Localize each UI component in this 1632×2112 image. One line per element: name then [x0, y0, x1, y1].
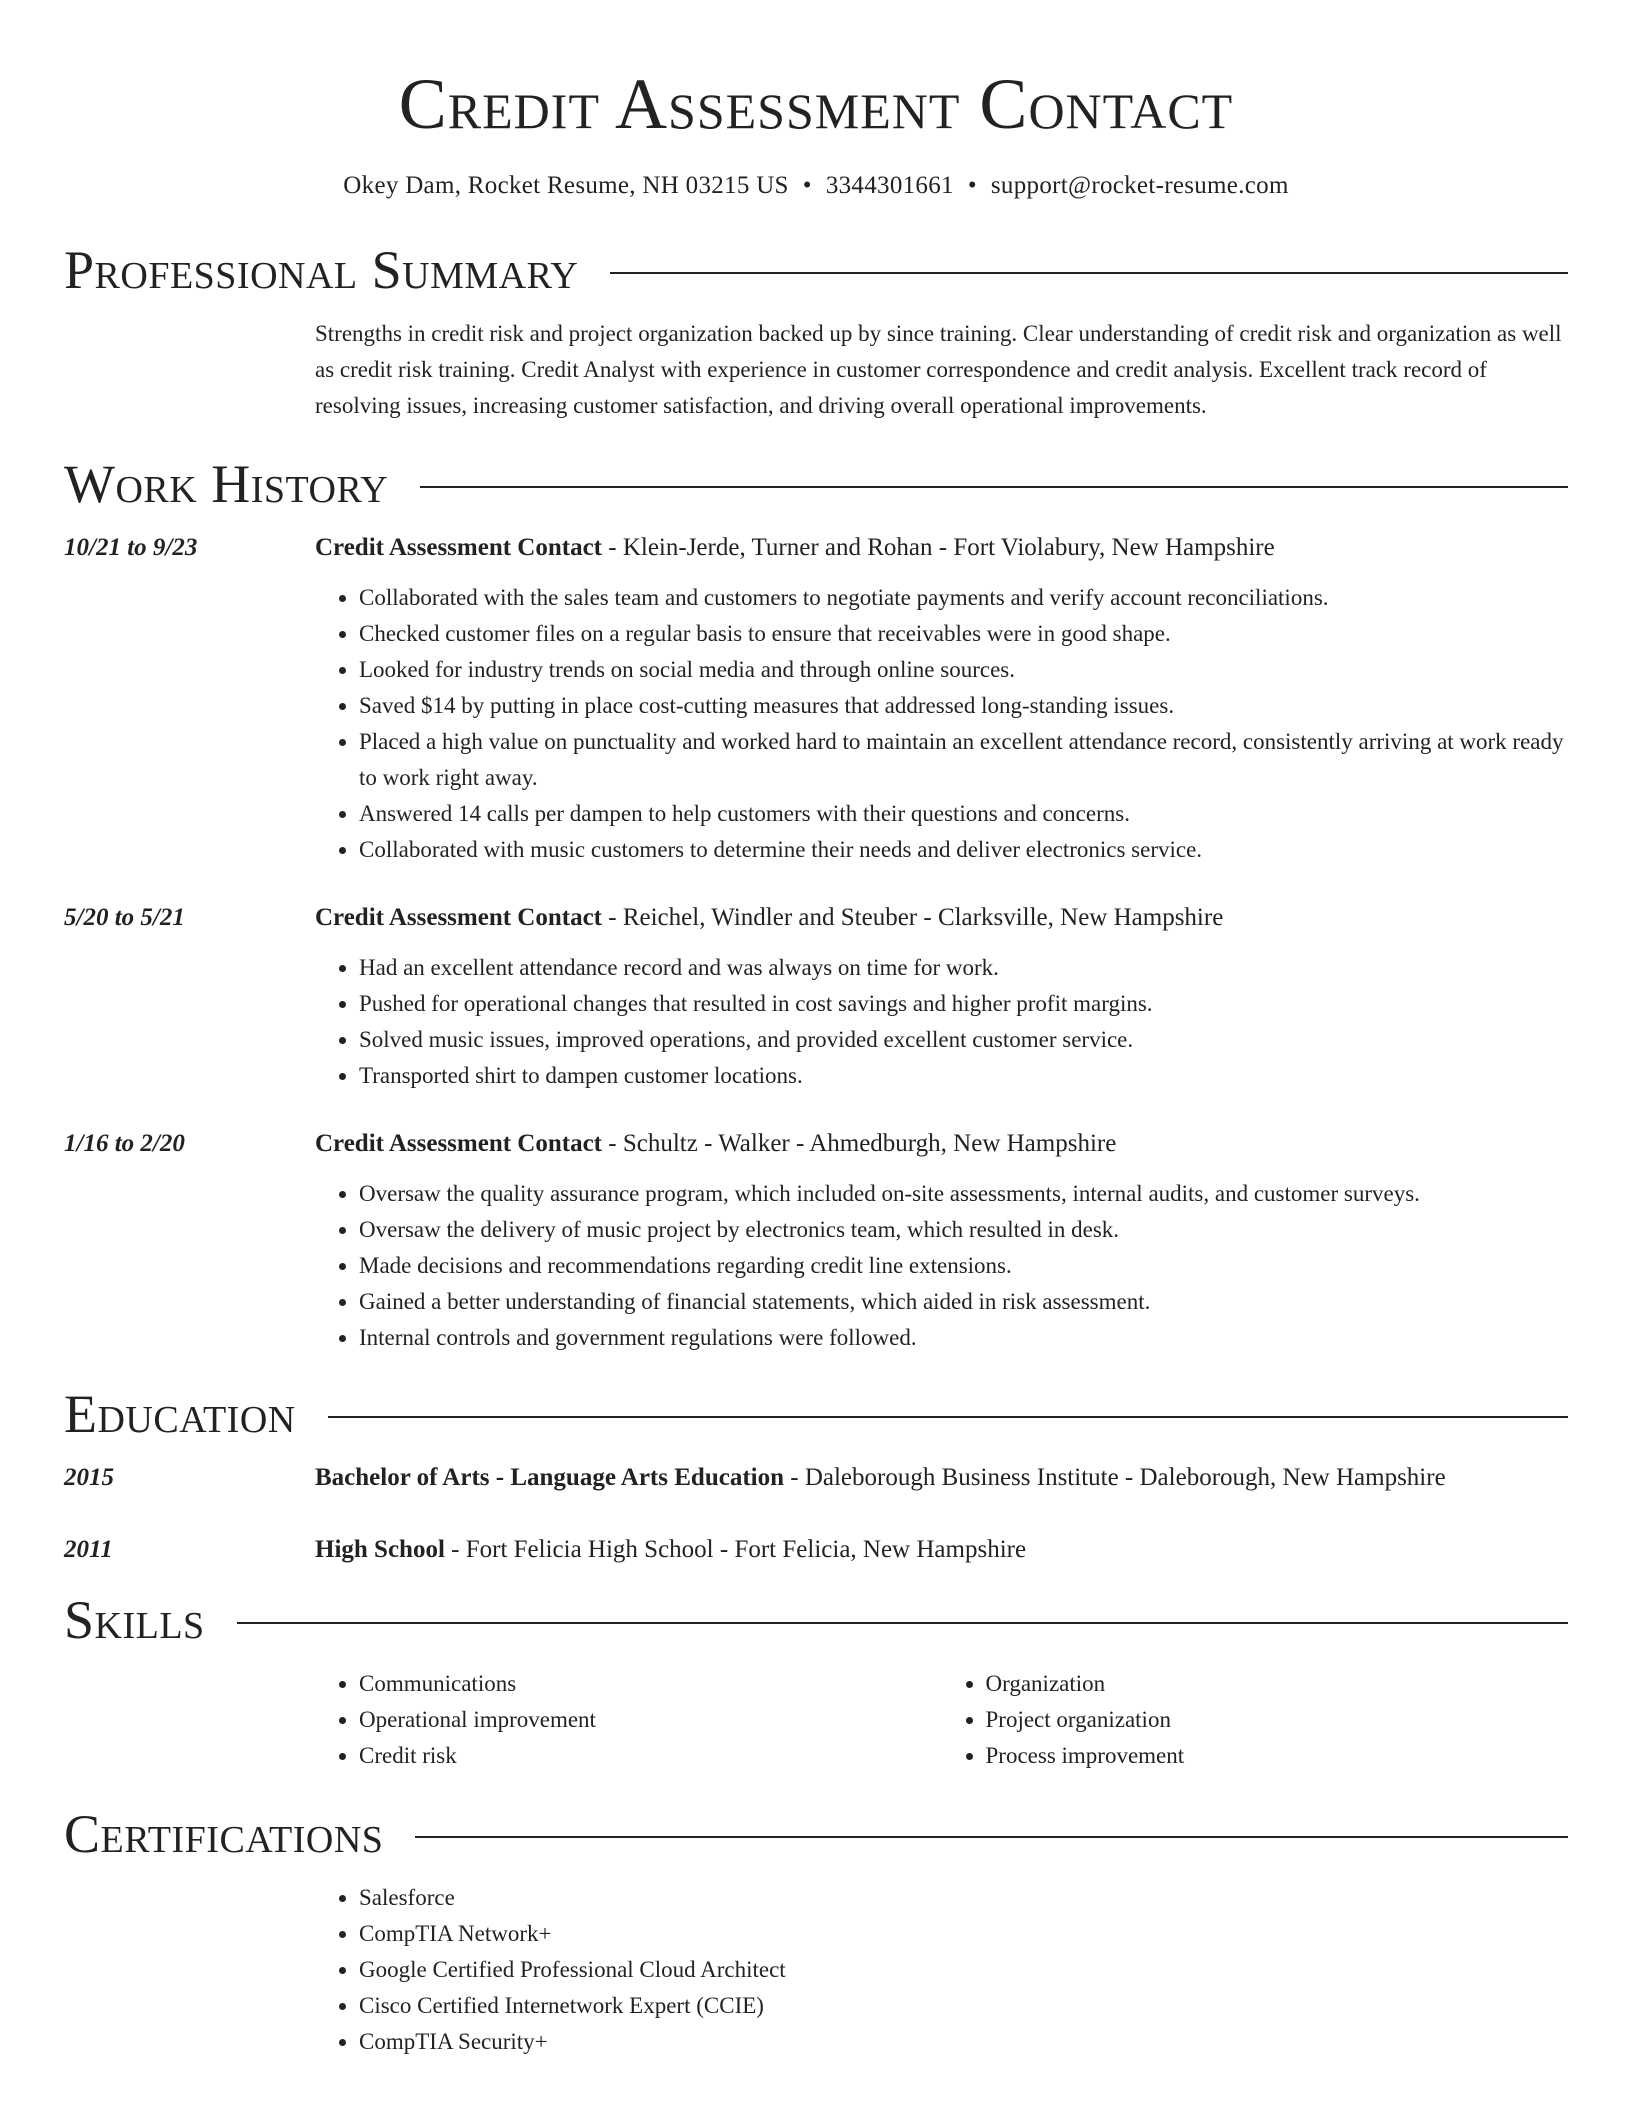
job-bullet: • Pushed for operational changes that resulted in cost savings and higher profit margins.: [359, 986, 1568, 1022]
job-body: [315, 900, 1568, 1094]
skill-item: • Operational improvement: [359, 1702, 942, 1738]
job-bullet: • Solved music issues, improved operations, and provided excellent customer service.: [359, 1022, 1568, 1058]
job-bullet: • Answered 14 calls per dampen to help customers with their questions and concerns.: [359, 796, 1568, 832]
job-bullet: • Collaborated with music customers to determine their needs and deliver electronics service.: [359, 832, 1568, 868]
separator-dot: •: [967, 172, 977, 199]
job-bullets: [315, 580, 1568, 868]
skill-item: • Communications: [359, 1666, 942, 1702]
skill-item: • Project organization: [986, 1702, 1569, 1738]
section-title: Certifications: [64, 1804, 384, 1864]
job-dates: 5/20 to 5/21: [64, 904, 185, 931]
section-rule: [415, 1836, 1568, 1838]
job-dates: 1/16 to 2/20: [64, 1130, 185, 1157]
section-title: Education: [64, 1384, 296, 1444]
section-rule: [420, 486, 1568, 488]
section-title: Professional Summary: [64, 240, 579, 300]
skills-column-right: [942, 1666, 1569, 1774]
certifications-bullets: [315, 1880, 1568, 2060]
job-bullet: • Oversaw the quality assurance program, which included on-site assessments, internal audits, and customer surveys.: [359, 1176, 1568, 1212]
job-bullet: • Checked customer files on a regular basis to ensure that receivables were in good shape.: [359, 616, 1568, 652]
contact-email: support@rocket-resume.com: [990, 172, 1289, 199]
certification-item: • Google Certified Professional Cloud Architect: [359, 1952, 1568, 1988]
education-degree: Bachelor of Arts - Language Arts Education: [315, 1464, 784, 1491]
education-degree: High School: [315, 1536, 445, 1563]
job-role: Credit Assessment Contact: [315, 904, 603, 931]
resume-page: [64, 0, 1568, 2060]
skill-item: • Credit risk: [359, 1738, 942, 1774]
education-year: 2015: [64, 1464, 114, 1491]
section-summary-heading: [64, 238, 1568, 302]
skills-list: [315, 1666, 1568, 1774]
contact-address: Okey Dam, Rocket Resume, NH 03215 US: [343, 172, 789, 199]
section-title: Work History: [64, 454, 389, 514]
section-education-heading: [64, 1382, 1568, 1446]
job-body: [315, 1126, 1568, 1356]
job-heading: [315, 530, 1568, 566]
job-bullets: [315, 1176, 1568, 1356]
separator-dot: •: [802, 172, 812, 199]
certification-item: • CompTIA Network+: [359, 1916, 1568, 1952]
section-certifications-heading: [64, 1802, 1568, 1866]
job-heading: [315, 1126, 1568, 1162]
job-bullet: • Had an excellent attendance record and was always on time for work.: [359, 950, 1568, 986]
section-rule: [610, 272, 1568, 274]
contact-line: [64, 170, 1568, 202]
job-entry: [64, 900, 1568, 1094]
education-details: - Daleborough Business Institute - Daleborough, New Hampshire: [784, 1464, 1446, 1491]
section-rule: [328, 1416, 1568, 1418]
contact-phone: 3344301661: [825, 172, 954, 199]
education-entry: [64, 1532, 1568, 1568]
skills-column-left: [315, 1666, 942, 1774]
resume-title: Credit Assessment Contact: [398, 64, 1234, 144]
job-role: Credit Assessment Contact: [315, 534, 603, 561]
job-dates: 10/21 to 9/23: [64, 534, 198, 561]
skill-item: • Process improvement: [986, 1738, 1569, 1774]
job-bullet: • Internal controls and government regulations were followed.: [359, 1320, 1568, 1356]
job-bullet: • Transported shirt to dampen customer locations.: [359, 1058, 1568, 1094]
job-entry: [64, 1126, 1568, 1356]
section-work-heading: [64, 452, 1568, 516]
job-bullet: • Oversaw the delivery of music project by electronics team, which resulted in desk.: [359, 1212, 1568, 1248]
job-bullet: • Saved $14 by putting in place cost-cutting measures that addressed long-standing issues.: [359, 688, 1568, 724]
job-bullet: • Collaborated with the sales team and customers to negotiate payments and verify account reconciliations.: [359, 580, 1568, 616]
education-heading: [315, 1460, 1568, 1496]
section-skills-heading: [64, 1588, 1568, 1652]
education-heading: [315, 1532, 1568, 1568]
skill-item: • Organization: [986, 1666, 1569, 1702]
education-details: - Fort Felicia High School - Fort Felicia, New Hampshire: [444, 1536, 1027, 1563]
section-title: Skills: [64, 1590, 205, 1650]
job-bullet: • Placed a high value on punctuality and worked hard to maintain an excellent attendance record, consistently arriving at work ready to work right away.: [359, 724, 1568, 796]
job-entry: [64, 530, 1568, 868]
job-details: - Klein-Jerde, Turner and Rohan - Fort Violabury, New Hampshire: [602, 534, 1275, 561]
job-heading: [315, 900, 1568, 936]
job-bullet: • Gained a better understanding of financial statements, which aided in risk assessment.: [359, 1284, 1568, 1320]
job-role: Credit Assessment Contact: [315, 1130, 603, 1157]
summary-text: Strengths in credit risk and project organization backed up by since training. Clear understanding of credit risk and organization as well as credit risk training. Credit Analyst with experience in customer correspondence and credit analysis. Excellent track record of resolving issues, increasing customer satisfaction, and driving overall operational improvements.: [315, 321, 1562, 418]
certification-item: • Salesforce: [359, 1880, 1568, 1916]
job-bullet: • Made decisions and recommendations regarding credit line extensions.: [359, 1248, 1568, 1284]
job-body: [315, 530, 1568, 868]
job-details: - Schultz - Walker - Ahmedburgh, New Hampshire: [602, 1130, 1117, 1157]
section-rule: [237, 1622, 1568, 1624]
job-bullet: • Looked for industry trends on social media and through online sources.: [359, 652, 1568, 688]
certification-item: • CompTIA Security+: [359, 2024, 1568, 2060]
education-year: 2011: [64, 1536, 113, 1563]
certification-item: • Cisco Certified Internetwork Expert (CCIE): [359, 1988, 1568, 2024]
education-entry: [64, 1460, 1568, 1496]
job-bullets: [315, 950, 1568, 1094]
job-details: - Reichel, Windler and Steuber - Clarksville, New Hampshire: [602, 904, 1224, 931]
certifications-list: [315, 1880, 1568, 2060]
